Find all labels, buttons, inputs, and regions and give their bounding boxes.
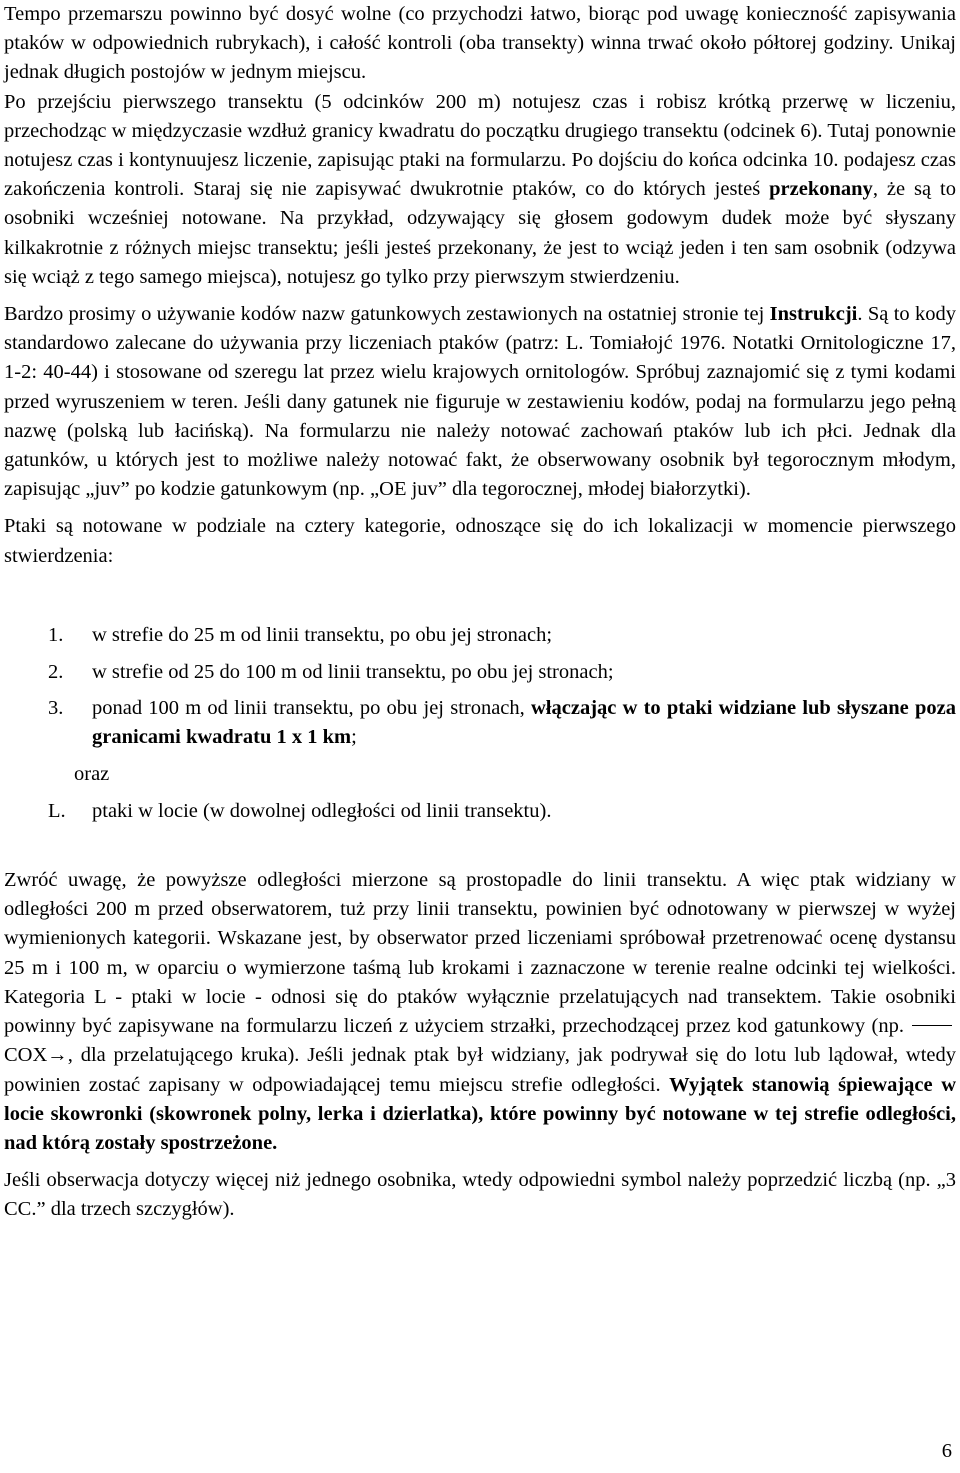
list-item [4, 694, 956, 752]
paragraph-categories-intro: Ptaki są notowane w podziale na cztery kategorie, odnoszące się do ich lokalizacji w momencie pierwszego stwierdzenia: [4, 515, 956, 567]
paragraph-species-codes [4, 300, 956, 504]
paragraph-multiple-individuals: Jeśli obserwacja dotyczy więcej niż jednego osobnika, wtedy odpowiedni symbol należy poprzedzić liczbą (np. „3 CC.” dla trzech szczygłów). [4, 1169, 956, 1221]
list-item-text [92, 694, 956, 752]
bold-term: przekonany [769, 178, 873, 201]
list-item [4, 621, 956, 650]
conjunction-oraz: oraz [74, 763, 110, 786]
page-number: 6 [941, 1440, 952, 1462]
text-segment: Po przejściu pierwszego transektu (5 odcinków 200 m) notujesz czas i robisz krótką przerwę w liczeniu, przechodząc w międzyczasie wzdłuż granicy kwadratu do początku drugiego transektu (odcinek 6). Tutaj ponownie notujesz czas i kontynuujesz liczenie, zapisując ptaki na formularzu. Po dojściu do końca odcinka 10. podajesz czas zakończenia kontroli. Staraj się nie zapisywać dwukrotnie ptaków, co do których jesteś [4, 90, 956, 201]
bold-note: Wyjątek stanowią śpiewające w locie skowronki (skowronek polny, lerka i dzierlatka), które powinny być notowane w tej strefie odległości, nad którą zostały spostrzeżone. [4, 1073, 956, 1154]
category-list [4, 621, 956, 826]
list-item-number: 3. [48, 697, 64, 720]
text-segment: ponad 100 m od linii transektu, po obu jej stronach, [92, 697, 531, 720]
list-item-number: L. [48, 799, 66, 822]
text-segment: , dla przelatującego kruka). Jeśli jednak ptak był widziany, jak podrywał się do lotu lub lądował, wtedy powinien zostać zapisany w odpowiadającej temu miejscu strefie odległości. [4, 1044, 956, 1096]
list-item-text: ptaki w locie (w dowolnej odległości od linii transektu). [92, 799, 552, 822]
list-item [4, 797, 956, 826]
text-segment: , że są to osobniki wcześniej notowane. Na przykład, odzywający się głosem godowym dudek może być słyszany kilkakrotnie z różnych miejsc transektu; jeśli jesteś przekonany, że jest to wciąż jeden i ten sam osobnik (odzywa się wciąż z tego samego miejsca), notujesz go tylko przy pierwszym stwierdzeniu. [4, 178, 956, 288]
bold-term: Instrukcji [769, 303, 858, 326]
paragraph-pace: Tempo przemarszu powinno być dosyć wolne (co przychodzi łatwo, biorąc pod uwagę konieczność zapisywania ptaków w odpowiednich rubrykach), i całość kontroli (oba transekty) winna trwać około półtorej godziny. Unikaj jednak długich postojów w jednym miejscu. [4, 3, 956, 84]
paragraph-distance-notes [4, 866, 956, 1158]
strike-line-icon [912, 1025, 952, 1026]
text-segment: Zwróć uwagę, że powyższe odległości mierzone są prostopadle do linii transektu. A więc ptak widziany w odległości 200 m przed obserwatorem, tuż przy linii transektu, powinien być odnotowany w pierwszej w wyżej wymienionych kategorii. Wskazane jest, by obserwator przed liczeniami spróbował przetrenować ocenę dystansu 25 m i 100 m, w oparciu o wymierzone taśmą lub krokami i zaznaczone w terenie realne odcinki tej wielkości. Kategoria L - ptaki w locie - odnosi się do ptaków wyłącznie przelatujących nad transektem. Takie osobniki powinny być zapisywane na formularzu liczeń z użyciem strzałki, przechodzącej przez kod gatunkowy (np. [4, 869, 956, 1038]
paragraph-transect-procedure [4, 88, 956, 292]
document-page [4, 0, 956, 1225]
list-item-number: 1. [48, 623, 64, 646]
text-segment: . Są to kody standardowo zalecane do używania przy liczeniach ptaków (patrz: L. Tomiałojć 1976. Notatki Ornitologiczne 17, 1-2: 40-44) i stosowane od szeregu lat przez wielu krajowych ornitologów. Spróbuj zaznajomić się z tymi kodami przed wyruszeniem w teren. Jeśli dany gatunek nie figuruje w zestawieniu kodów, podaj na formularzu jego pełną nazwę (polską lub łacińską). Na formularzu nie należy notować zachowań ptaków lub ich płci. Jednak dla gatunków, u których jest to możliwe należy notować fakt, że obserwowany osobnik był tegorocznym młodym, zapisując „juv” po kodzie gatunkowym (np. „OE juv” dla tegorocznej, młodej białorzytki). [4, 303, 956, 501]
list-item [4, 658, 956, 687]
text-segment: ; [351, 726, 357, 749]
list-item-number: 2. [48, 660, 64, 683]
list-item-text: w strefie od 25 do 100 m od linii transektu, po obu jej stronach; [92, 660, 614, 683]
list-item-text: w strefie do 25 m od linii transektu, po obu jej stronach; [92, 623, 553, 646]
text-segment: Bardzo prosimy o używanie kodów nazw gatunkowych zestawionych na ostatniej stronie tej [4, 303, 770, 326]
bold-term: włączając w to ptaki widziane lub słyszane poza granicami kwadratu 1 x 1 km [92, 697, 956, 749]
code-example: COX→ [4, 1044, 68, 1067]
